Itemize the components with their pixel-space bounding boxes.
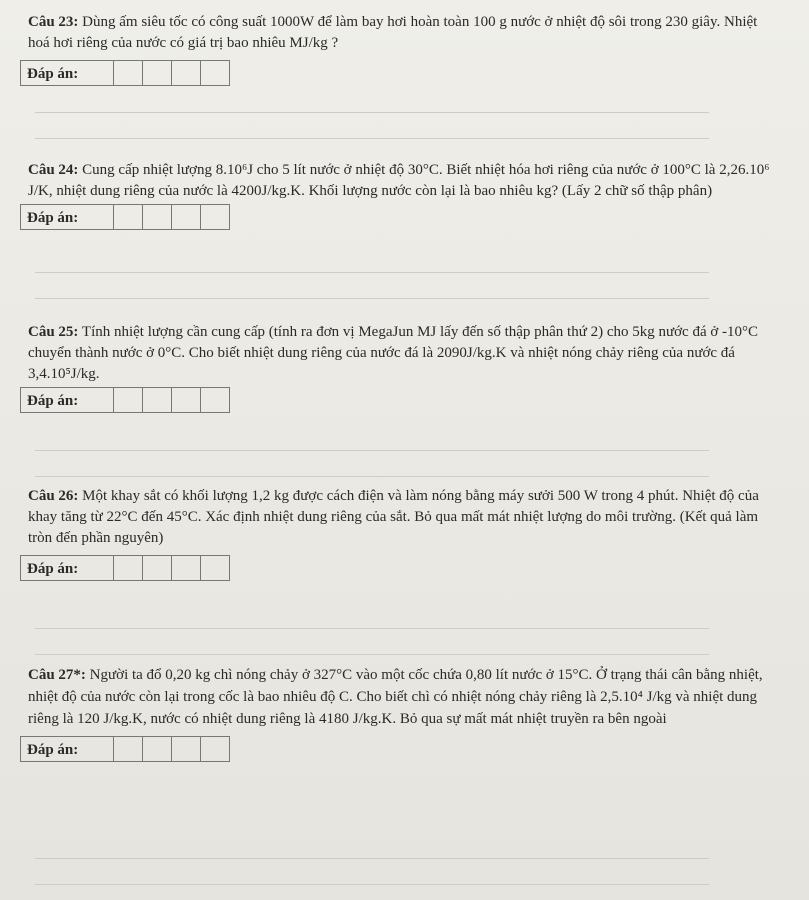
question-label: Câu 25: bbox=[28, 324, 79, 340]
answer-box[interactable] bbox=[200, 60, 230, 86]
writing-line bbox=[35, 654, 709, 655]
answer-box[interactable] bbox=[113, 204, 143, 230]
question-25 bbox=[0, 322, 809, 413]
answer-row bbox=[20, 204, 809, 230]
answer-row bbox=[20, 555, 809, 581]
answer-row bbox=[20, 60, 809, 86]
question-label: Câu 23: bbox=[28, 14, 79, 30]
answer-row bbox=[20, 736, 809, 762]
question-26 bbox=[0, 486, 809, 581]
question-label: Câu 26: bbox=[28, 488, 79, 504]
question-23 bbox=[0, 12, 809, 86]
question-24 bbox=[0, 160, 809, 230]
answer-box[interactable] bbox=[200, 555, 230, 581]
question-text: Cung cấp nhiệt lượng 8.10⁶J cho 5 lít nước ở nhiệt độ 30°C. Biết nhiệt hóa hơi riêng của nước ở 100°C là 2,26.10⁶ J/K, nhiệt dung riêng của nước là 4200J/kg.K. Khối lượng nước còn lại là bao nhiêu kg? (Lấy 2 chữ số thập phân) bbox=[28, 162, 770, 199]
answer-box[interactable] bbox=[171, 204, 201, 230]
writing-line bbox=[35, 450, 709, 451]
writing-line bbox=[35, 628, 709, 629]
answer-box[interactable] bbox=[113, 387, 143, 413]
answer-box[interactable] bbox=[142, 60, 172, 86]
writing-line bbox=[35, 476, 709, 477]
answer-box[interactable] bbox=[113, 555, 143, 581]
question-text: Một khay sắt có khối lượng 1,2 kg được cách điện và làm nóng bằng máy sưởi 500 W trong 4 phút. Nhiệt độ của khay tăng từ 22°C đến 45°C. Xác định nhiệt dung riêng của sắt. Bỏ qua mất mát nhiệt lượng do môi trường. (Kết quả làm tròn đến phần nguyên) bbox=[28, 488, 759, 546]
answer-box[interactable] bbox=[200, 736, 230, 762]
answer-row bbox=[20, 387, 809, 413]
writing-line bbox=[35, 858, 709, 859]
answer-box[interactable] bbox=[142, 387, 172, 413]
answer-box[interactable] bbox=[113, 736, 143, 762]
question-text: Dùng ấm siêu tốc có công suất 1000W để làm bay hơi hoàn toàn 100 g nước ở nhiệt độ sôi trong 230 giây. Nhiệt hoá hơi riêng của nước có giá trị bao nhiêu MJ/kg ? bbox=[28, 14, 758, 51]
answer-label: Đáp án: bbox=[20, 736, 114, 762]
answer-box[interactable] bbox=[142, 736, 172, 762]
question-27 bbox=[0, 664, 809, 762]
writing-line bbox=[35, 884, 709, 885]
question-label: Câu 27*: bbox=[28, 667, 86, 683]
answer-box[interactable] bbox=[142, 204, 172, 230]
answer-box[interactable] bbox=[171, 60, 201, 86]
answer-box[interactable] bbox=[171, 387, 201, 413]
question-text: Tính nhiệt lượng cần cung cấp (tính ra đơn vị MegaJun MJ lấy đến số thập phân thứ 2) cho 5kg nước đá ở -10°C chuyển thành nước ở 0°C. Cho biết nhiệt dung riêng của nước đá là 2090J/kg.K và nhiệt nóng chảy riêng của nước đá 3,4.10⁵J/kg. bbox=[28, 324, 759, 382]
answer-box[interactable] bbox=[171, 736, 201, 762]
answer-label: Đáp án: bbox=[20, 555, 114, 581]
answer-label: Đáp án: bbox=[20, 60, 114, 86]
writing-line bbox=[35, 138, 709, 139]
answer-box[interactable] bbox=[200, 387, 230, 413]
question-label: Câu 24: bbox=[28, 162, 79, 178]
question-text: Người ta đổ 0,20 kg chì nóng chảy ở 327°C vào một cốc chứa 0,80 lít nước ở 15°C. Ở trạng thái cân bằng nhiệt, nhiệt độ của nước còn lại trong cốc là bao nhiêu độ C. Cho biết chì có nhiệt nóng chảy riêng là 2,5.10⁴ J/kg và nhiệt dung riêng là 120 J/kg.K, nước có nhiệt dung riêng là 4180 J/kg.K. Bỏ qua sự mất mát nhiệt truyền ra bên ngoài bbox=[28, 667, 763, 727]
answer-box[interactable] bbox=[113, 60, 143, 86]
answer-box[interactable] bbox=[142, 555, 172, 581]
writing-line bbox=[35, 112, 709, 113]
answer-label: Đáp án: bbox=[20, 204, 114, 230]
answer-label: Đáp án: bbox=[20, 387, 114, 413]
writing-line bbox=[35, 298, 709, 299]
answer-box[interactable] bbox=[171, 555, 201, 581]
writing-line bbox=[35, 272, 709, 273]
answer-box[interactable] bbox=[200, 204, 230, 230]
